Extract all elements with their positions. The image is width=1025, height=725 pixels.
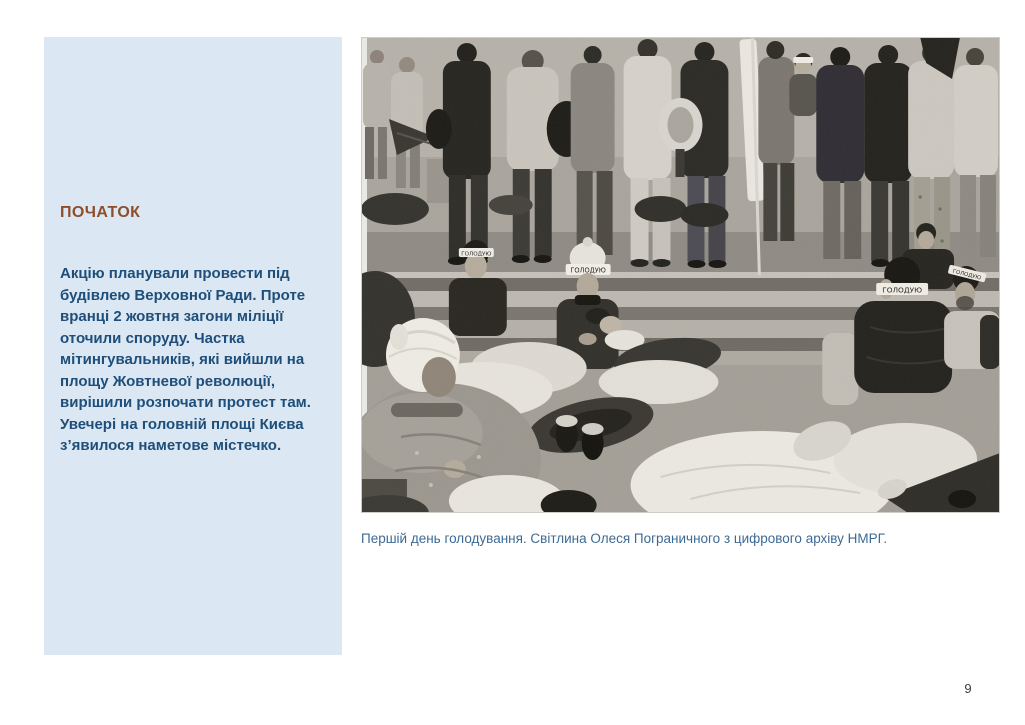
left-text-panel — [44, 37, 342, 655]
body-paragraph: Акцію планували провести під будівлею Верховної Ради. Проте вранці 2 жовтня загони міліції оточили споруду. Частка мітингувальників, які вийшли на площу Жовтневої революції, вирішили розпочати протест там. Увечері на головній площі Києва з’явилося наметове містечко. — [60, 265, 311, 454]
photo-figure — [361, 37, 1000, 547]
photo-caption: Першій день голодування. Світлина Олеся Пограничного з цифрового архіву НМРГ. — [361, 531, 888, 546]
section-heading: ПОЧАТОК — [60, 204, 141, 221]
hunger-strike-photo — [361, 37, 1000, 513]
page-number: 9 — [964, 681, 972, 696]
film-grain-overlay — [361, 37, 1000, 513]
